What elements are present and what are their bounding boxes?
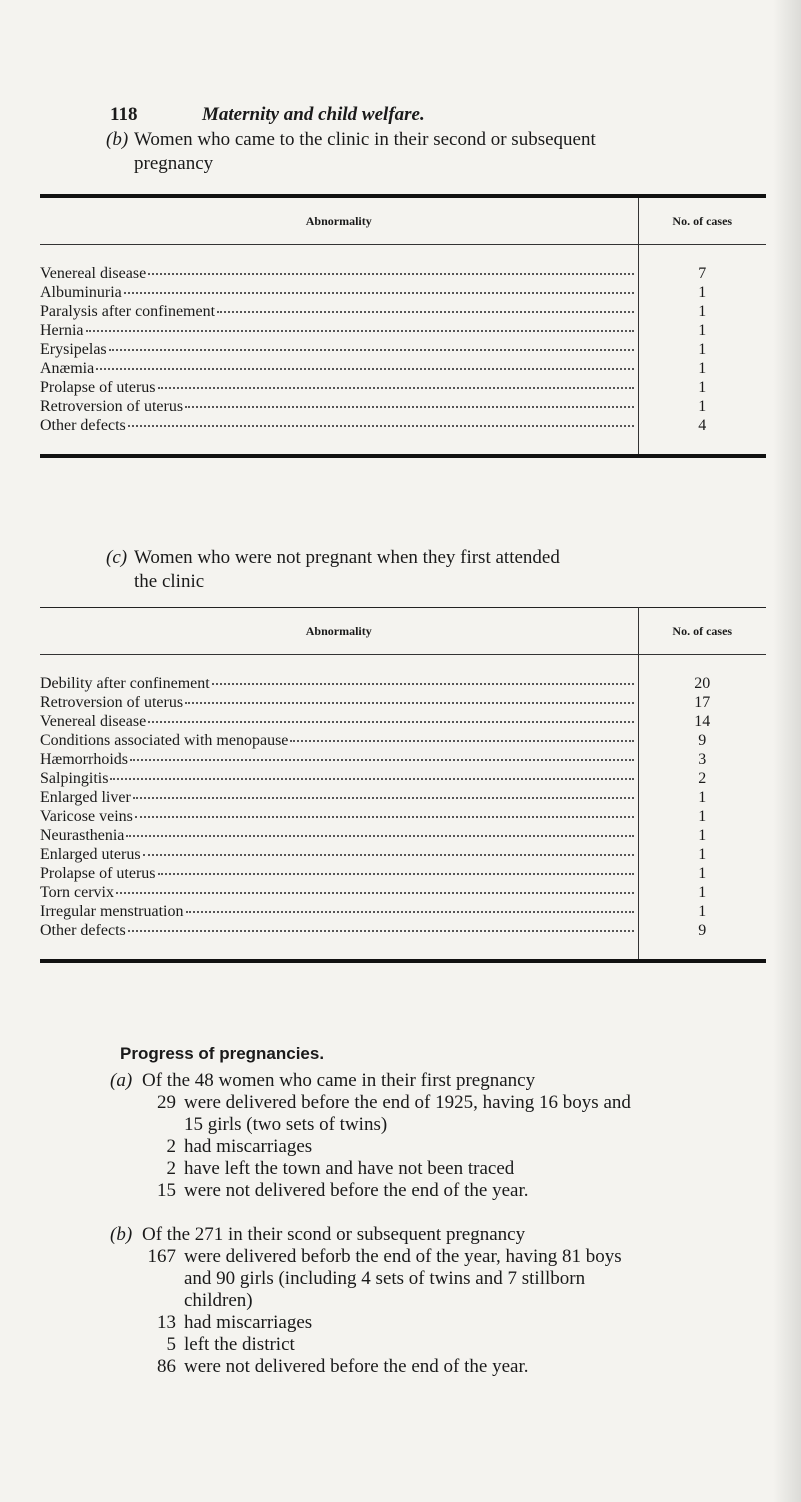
table-row [40, 864, 766, 883]
abnormality-name: Retroversion of uterus [40, 398, 184, 415]
cases-count: 1 [638, 902, 766, 921]
abnormality-cell [40, 845, 638, 864]
abnormality-cell [40, 712, 638, 731]
table-b-body [40, 245, 766, 457]
table-row [40, 712, 766, 731]
abnormality-name: Torn cervix [40, 884, 114, 901]
progress-count: 29 [157, 1092, 176, 1113]
cases-count: 1 [638, 321, 766, 340]
table-b-header-cases: No. of cases [638, 196, 766, 245]
abnormality-cell [40, 693, 638, 712]
caption-b-line1: Women who came to the clinic in their second or subsequent [134, 129, 596, 150]
spacer-cell [638, 435, 766, 456]
progress-text: had miscarriages [184, 1312, 313, 1333]
table-row [40, 359, 766, 378]
abnormality-name: Prolapse of uterus [40, 379, 156, 396]
cases-count: 14 [638, 712, 766, 731]
cases-count: 4 [638, 416, 766, 435]
progress-item-line [110, 1092, 790, 1114]
cases-count: 1 [638, 378, 766, 397]
indent-spacer [110, 1158, 142, 1180]
dotted-leader-row [40, 302, 638, 321]
abnormality-name: Paralysis after confinement [40, 303, 216, 320]
dotted-leader-row [40, 416, 638, 435]
abnormality-name: Varicose veins [40, 808, 133, 825]
progress-text: had miscarriages [184, 1136, 313, 1157]
table-row [40, 264, 766, 283]
progress-item-line [110, 1136, 790, 1158]
dot-leader [186, 911, 634, 913]
dot-leader [130, 759, 634, 761]
progress-text: have left the town and have not been traced [184, 1158, 515, 1179]
progress-count: 13 [157, 1312, 176, 1333]
spacer-cell [638, 655, 766, 675]
abnormality-name: Neurasthenia [40, 827, 125, 844]
progress-item-line [110, 1180, 790, 1202]
dot-leader [126, 835, 633, 837]
spacer-row [40, 940, 766, 961]
caption-c-line2: the clinic [134, 571, 205, 592]
spacer-cell [40, 655, 638, 675]
abnormality-name: Irregular menstruation [40, 903, 184, 920]
abnormality-cell [40, 769, 638, 788]
progress-item-line [110, 1356, 790, 1378]
progress-text: left the district [184, 1334, 295, 1355]
dot-leader [86, 330, 634, 332]
abnormality-cell [40, 731, 638, 750]
abnormality-cell [40, 397, 638, 416]
spacer-row [40, 245, 766, 265]
abnormality-name: Other defects [40, 922, 126, 939]
abnormality-cell [40, 283, 638, 302]
cases-count: 1 [638, 864, 766, 883]
dotted-leader-row [40, 921, 638, 940]
abnormality-cell [40, 264, 638, 283]
caption-c [106, 546, 776, 594]
dotted-leader-row [40, 674, 638, 693]
table-row [40, 826, 766, 845]
dot-leader [124, 292, 634, 294]
spacer-row [40, 435, 766, 456]
progress-count: 2 [166, 1158, 176, 1179]
dotted-leader-row [40, 283, 638, 302]
cases-count: 17 [638, 693, 766, 712]
dot-leader [290, 740, 633, 742]
indent-spacer [110, 1246, 142, 1268]
caption-c-label: (c) [106, 547, 128, 568]
abnormality-cell [40, 921, 638, 940]
table-row [40, 674, 766, 693]
progress-count: 2 [166, 1136, 176, 1157]
dot-leader [212, 683, 634, 685]
abnormality-cell [40, 750, 638, 769]
abnormality-name: Retroversion of uterus [40, 694, 184, 711]
spacer-cell [40, 245, 638, 265]
progress-text: were not delivered before the end of the year. [184, 1356, 529, 1377]
cases-count: 1 [638, 302, 766, 321]
dotted-leader-row [40, 693, 638, 712]
cases-count: 9 [638, 921, 766, 940]
progress-label: (b) [110, 1224, 133, 1245]
abnormality-name: Salpingitis [40, 770, 109, 787]
dot-leader [110, 778, 633, 780]
cases-count: 1 [638, 283, 766, 302]
dotted-leader-row [40, 845, 638, 864]
spacer-row [40, 655, 766, 675]
indent-spacer [110, 1356, 142, 1378]
progress-text: were not delivered before the end of the year. [184, 1180, 529, 1201]
dot-leader [158, 387, 634, 389]
dot-leader [96, 368, 633, 370]
progress-b [110, 1224, 790, 1378]
table-row [40, 283, 766, 302]
abnormality-cell [40, 788, 638, 807]
abnormality-cell [40, 302, 638, 321]
abnormality-name: Hernia [40, 322, 84, 339]
progress-text: were delivered beforb the end of the year, having 81 boys [184, 1246, 622, 1267]
spacer-cell [40, 940, 638, 961]
table-row [40, 321, 766, 340]
dot-leader [148, 721, 633, 723]
abnormality-name: Venereal disease [40, 713, 147, 730]
dot-leader [128, 930, 634, 932]
dotted-leader-row [40, 321, 638, 340]
table-row [40, 693, 766, 712]
abnormality-name: Other defects [40, 417, 126, 434]
cases-count: 1 [638, 397, 766, 416]
dot-leader [148, 273, 633, 275]
cases-count: 7 [638, 264, 766, 283]
table-row [40, 397, 766, 416]
table-c-header-abnormality: Abnormality [40, 608, 638, 655]
progress-a [110, 1070, 790, 1202]
cases-count: 1 [638, 807, 766, 826]
progress-label: (a) [110, 1070, 133, 1091]
progress-item-line [110, 1334, 790, 1356]
caption-c-line1: Women who were not pregnant when they first attended [134, 547, 560, 568]
cases-count: 1 [638, 788, 766, 807]
dot-leader [185, 702, 633, 704]
progress-item-line [110, 1246, 790, 1268]
dotted-leader-row [40, 826, 638, 845]
dotted-leader-row [40, 807, 638, 826]
progress-count: 15 [157, 1180, 176, 1201]
table-row [40, 731, 766, 750]
progress-item-line [110, 1312, 790, 1334]
progress-item-line [110, 1158, 790, 1180]
indent-spacer [110, 1334, 142, 1356]
progress-count: 167 [147, 1246, 176, 1267]
abnormality-cell [40, 826, 638, 845]
dotted-leader-row [40, 864, 638, 883]
table-row [40, 750, 766, 769]
indent-spacer [110, 1290, 142, 1312]
abnormality-cell [40, 674, 638, 693]
abnormality-cell [40, 340, 638, 359]
cases-count: 3 [638, 750, 766, 769]
abnormality-name: Debility after confinement [40, 675, 210, 692]
abnormality-name: Albuminuria [40, 284, 122, 301]
progress-intro-text: Of the 48 women who came in their first pregnancy [142, 1070, 536, 1091]
abnormality-cell [40, 864, 638, 883]
table-row [40, 769, 766, 788]
abnormality-cell [40, 359, 638, 378]
abnormality-name: Hæmorrhoids [40, 751, 128, 768]
dotted-leader-row [40, 883, 638, 902]
progress-heading: Progress of pregnancies. [120, 1044, 325, 1063]
table-row [40, 883, 766, 902]
abnormality-cell [40, 902, 638, 921]
indent-spacer [110, 1136, 142, 1158]
table-row [40, 807, 766, 826]
spacer-cell [638, 940, 766, 961]
dotted-leader-row [40, 712, 638, 731]
dotted-leader-row [40, 769, 638, 788]
table-row [40, 416, 766, 435]
progress-intro [110, 1224, 790, 1246]
cases-count: 1 [638, 340, 766, 359]
indent-spacer [142, 1268, 184, 1290]
table-c-header-cases: No. of cases [638, 608, 766, 655]
indent-spacer [110, 1180, 142, 1202]
table-row [40, 378, 766, 397]
dotted-leader-row [40, 902, 638, 921]
abnormality-cell [40, 883, 638, 902]
table-row [40, 845, 766, 864]
table-row [40, 788, 766, 807]
abnormality-name: Enlarged uterus [40, 846, 141, 863]
dotted-leader-row [40, 397, 638, 416]
dot-leader [116, 892, 634, 894]
indent-spacer [110, 1312, 142, 1334]
abnormality-name: Erysipelas [40, 341, 107, 358]
dotted-leader-row [40, 378, 638, 397]
page-header [110, 104, 425, 126]
table-b-header-abnormality: Abnormality [40, 196, 638, 245]
progress-item-line [110, 1114, 790, 1136]
abnormality-cell [40, 807, 638, 826]
dot-leader [109, 349, 634, 351]
cases-count: 9 [638, 731, 766, 750]
indent-spacer [110, 1268, 142, 1290]
cases-count: 1 [638, 883, 766, 902]
indent-spacer [110, 1092, 142, 1114]
dotted-leader-row [40, 731, 638, 750]
abnormality-name: Anæmia [40, 360, 95, 377]
dotted-leader-row [40, 788, 638, 807]
dotted-leader-row [40, 264, 638, 283]
dot-leader [217, 311, 633, 313]
dot-leader [128, 425, 634, 427]
table-row [40, 921, 766, 940]
abnormality-cell [40, 321, 638, 340]
indent-spacer [142, 1290, 184, 1312]
table-row [40, 902, 766, 921]
table-c-body [40, 655, 766, 962]
dot-leader [158, 873, 634, 875]
caption-b [106, 128, 776, 176]
dot-leader [185, 406, 633, 408]
running-title: Maternity and child welfare. [202, 104, 425, 125]
cases-count: 20 [638, 674, 766, 693]
abnormality-name: Prolapse of uterus [40, 865, 156, 882]
cases-count: 1 [638, 845, 766, 864]
progress-text: were delivered before the end of 1925, having 16 boys and [184, 1092, 631, 1113]
table-b [40, 194, 766, 458]
dot-leader [133, 797, 634, 799]
abnormality-cell [40, 378, 638, 397]
cases-count: 2 [638, 769, 766, 788]
caption-b-label: (b) [106, 129, 129, 150]
spacer-cell [638, 245, 766, 265]
progress-text: 15 girls (two sets of twins) [184, 1114, 388, 1135]
dotted-leader-row [40, 340, 638, 359]
progress-count: 86 [157, 1356, 176, 1377]
progress-item-line [110, 1290, 790, 1312]
page-number: 118 [110, 104, 138, 125]
spacer-cell [40, 435, 638, 456]
cases-count: 1 [638, 359, 766, 378]
progress-intro-text: Of the 271 in their scond or subsequent pregnancy [142, 1224, 526, 1245]
indent-spacer [142, 1114, 184, 1136]
indent-spacer [110, 1114, 142, 1136]
table-c [40, 607, 766, 963]
progress-text: children) [184, 1290, 253, 1311]
dot-leader [135, 816, 634, 818]
progress-count: 5 [166, 1334, 176, 1355]
dot-leader [143, 854, 634, 856]
progress-intro [110, 1070, 790, 1092]
abnormality-cell [40, 416, 638, 435]
progress-item-line [110, 1268, 790, 1290]
table-row [40, 302, 766, 321]
abnormality-name: Enlarged liver [40, 789, 131, 806]
progress-text: and 90 girls (including 4 sets of twins and 7 stillborn [184, 1268, 586, 1289]
cases-count: 1 [638, 826, 766, 845]
table-row [40, 340, 766, 359]
dotted-leader-row [40, 359, 638, 378]
caption-b-line2: pregnancy [134, 153, 214, 174]
abnormality-name: Conditions associated with menopause [40, 732, 289, 749]
dotted-leader-row [40, 750, 638, 769]
abnormality-name: Venereal disease [40, 265, 147, 282]
